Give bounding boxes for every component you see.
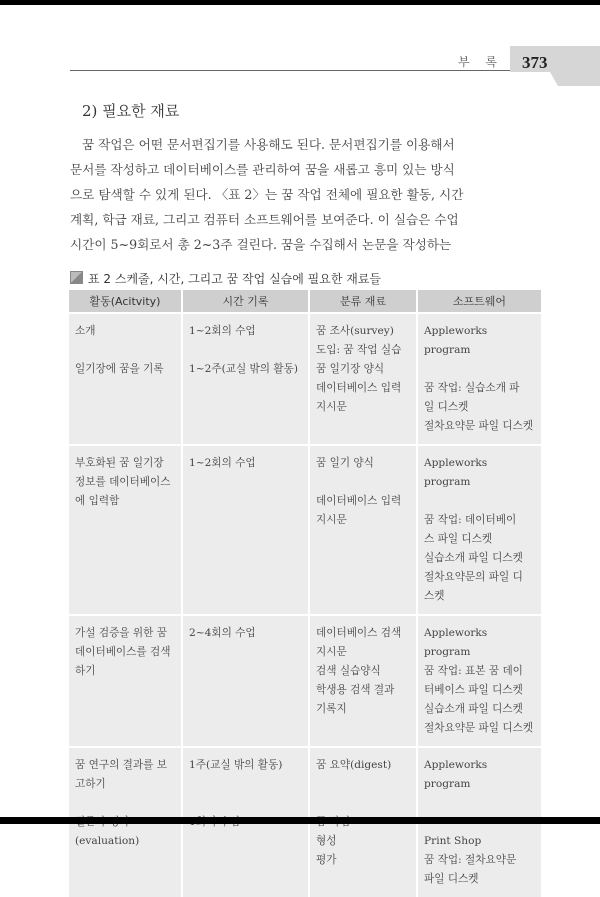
cell-line: Appleworks program — [424, 759, 488, 790]
cell-line: 정보를 데이터베이스 — [75, 476, 171, 488]
cell-line — [75, 341, 176, 360]
cell-line — [316, 794, 411, 813]
column-header-activity: 활동(Acitvity) — [69, 290, 182, 313]
table-row — [69, 313, 541, 445]
table-cell — [182, 615, 309, 747]
cell-line: 꿈 요약(digest) — [316, 759, 392, 771]
cell-line: 데이터베이스 입력 — [316, 495, 402, 507]
table-cell — [182, 445, 309, 615]
cell-line: 소개 — [75, 325, 96, 337]
table-cell — [69, 615, 182, 747]
caption-square-icon — [70, 271, 83, 284]
table-caption — [70, 270, 381, 287]
paragraph-line: 계획, 학급 재료, 그리고 컴퓨터 소프트웨어를 보여준다. 이 실습은 수업 — [70, 212, 459, 227]
cell-line: 데이터베이스 검색 — [316, 627, 402, 639]
cell-line: 지시문 — [316, 514, 347, 526]
cell-line: Appleworks program — [424, 457, 488, 488]
header-rule — [70, 70, 510, 71]
cell-line: 꿈 작업: 데이터베이 — [424, 514, 517, 526]
cell-line: 꿈 조사(survey) — [316, 325, 394, 337]
cell-line: 절차요약문 파일 디스켓 — [424, 420, 534, 432]
cell-line: 고하기 — [75, 778, 106, 790]
cell-line — [424, 360, 536, 379]
column-header-time: 시간 기록 — [182, 290, 309, 313]
table-cell — [69, 445, 182, 615]
paragraph-line: 으로 탐색할 수 있게 된다. 〈표 2〉는 꿈 작업 전체에 필요한 활동, 시간 — [70, 187, 464, 202]
cell-line: 2~4회의 수업 — [189, 627, 256, 639]
cell-line: 형성 — [316, 835, 337, 847]
cell-line: Appleworks program — [424, 627, 488, 658]
table-cell — [309, 445, 417, 615]
cell-line: 1~2회의 수업 — [189, 457, 256, 469]
column-header-materials: 분류 재료 — [309, 290, 417, 313]
cell-line: 평가 — [316, 854, 337, 866]
table-cell — [309, 615, 417, 747]
cell-line: 꿈 작업: 표본 꿈 데이 — [424, 665, 523, 677]
cell-line: 실습소개 파일 디스켓 — [424, 552, 523, 564]
cell-line — [75, 794, 176, 813]
top-border — [0, 0, 600, 5]
cell-line: 부호화된 꿈 일기장 — [75, 457, 164, 469]
cell-line: 1주(교실 밖의 활동) — [189, 759, 283, 771]
cell-line — [316, 473, 411, 492]
cell-line — [424, 794, 536, 813]
paragraph-line: 문서를 작성하고 데이터베이스를 관리하여 꿈을 새롭고 흥미 있는 방식 — [70, 162, 455, 177]
cell-line: 1~2회의 수업 — [189, 325, 256, 337]
cell-line — [316, 775, 411, 794]
cell-line: 에 입력함 — [75, 495, 120, 507]
table-header-row — [69, 290, 541, 313]
cell-line: 데이터베이스를 검색 — [75, 646, 171, 658]
cell-line: Appleworks program — [424, 325, 488, 356]
cell-line: 스켓 — [424, 590, 445, 602]
cell-line: 터베이스 파일 디스켓 — [424, 684, 523, 696]
cell-line: (evaluation) — [75, 835, 140, 847]
section-title: 2) 필요한 재료 — [82, 102, 180, 120]
column-header-software: 소프트웨어 — [417, 290, 541, 313]
table-cell — [417, 615, 541, 747]
cell-line: 학생용 검색 결과 — [316, 684, 395, 696]
table-caption-text: 표 2 스케줄, 시간, 그리고 꿈 작업 실습에 필요한 재료들 — [88, 272, 382, 286]
table-row — [69, 445, 541, 615]
cell-line: 일기장에 꿈을 기록 — [75, 363, 164, 375]
page-number: 373 — [522, 53, 548, 72]
cell-line: 스 파일 디스켓 — [424, 533, 493, 545]
cell-line: 절차요약문 파일 디스켓 — [424, 722, 534, 734]
cell-line: Print Shop — [424, 835, 482, 847]
cell-line: 하기 — [75, 665, 96, 677]
table-cell — [182, 313, 309, 445]
cell-line: 데이터베이스 입력 — [316, 382, 402, 394]
table-cell — [417, 313, 541, 445]
cell-line: 일 디스켓 — [424, 401, 469, 413]
table-row — [69, 615, 541, 747]
cell-line — [189, 775, 303, 794]
cell-line: 절차요약문의 파일 디 — [424, 571, 523, 583]
table-cell — [309, 313, 417, 445]
table-cell — [417, 445, 541, 615]
materials-table — [69, 290, 541, 897]
paragraph-line: 꿈 작업은 어떤 문서편집기를 사용해도 된다. 문서편집기를 이용해서 — [82, 137, 455, 152]
cell-line: 기록지 — [316, 703, 347, 715]
cell-line: 파일 디스켓 — [424, 873, 479, 885]
cell-line: 꿈 연구의 결과를 보 — [75, 759, 167, 771]
bottom-border — [0, 817, 600, 824]
cell-line — [189, 794, 303, 813]
running-header-section: 부 록 — [458, 55, 503, 69]
cell-line: 도입: 꿈 작업 실습 — [316, 344, 402, 356]
cell-line: 꿈 일기 양식 — [316, 457, 374, 469]
cell-line: 지시문 — [316, 401, 347, 413]
cell-line: 검색 실습양식 — [316, 665, 381, 677]
cell-line: 꿈 일기장 양식 — [316, 363, 385, 375]
table-cell — [69, 313, 182, 445]
cell-line: 1~2주(교실 밖의 활동) — [189, 363, 298, 375]
cell-line — [424, 492, 536, 511]
cell-line: 지시문 — [316, 646, 347, 658]
body-paragraph — [70, 132, 500, 257]
cell-line: 꿈 작업: 실습소개 파 — [424, 382, 520, 394]
cell-line: 꿈 작업: 절차요약문 — [424, 854, 517, 866]
cell-line — [189, 341, 303, 360]
paragraph-line: 시간이 5~9회로서 총 2~3주 걸린다. 꿈을 수집해서 논문을 작성하는 — [70, 237, 452, 252]
cell-line: 실습소개 파일 디스켓 — [424, 703, 523, 715]
cell-line: 가설 검증을 위한 꿈 — [75, 627, 167, 639]
